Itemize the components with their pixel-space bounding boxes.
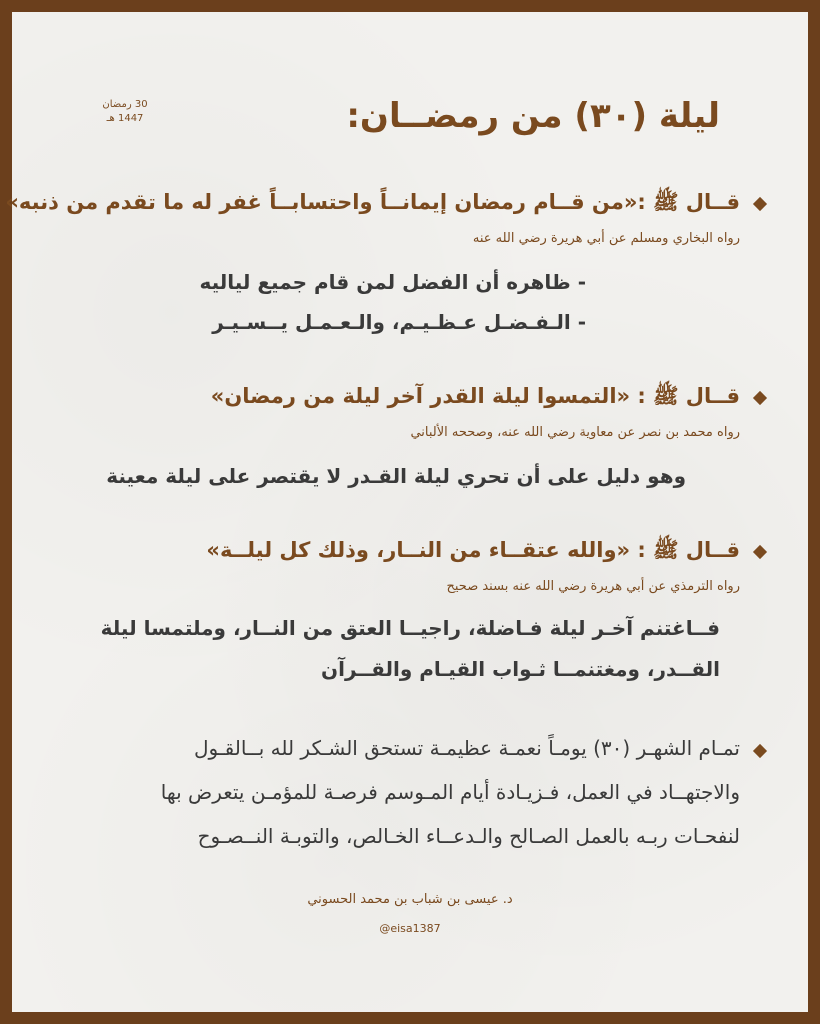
body-4-3: لنفحـات ربـه بالعمل الصـالح والـدعــاء الخـالص، والتوبـة النــصـوح: [197, 824, 740, 848]
hadith-3: قــال ﷺ : «والله عتقــاء من النــار، وذلك كل ليلــة»: [206, 538, 740, 562]
social-handle: @eisa1387: [379, 922, 441, 935]
diamond-bullet-icon: [753, 545, 767, 559]
content-card: [5, 12, 808, 1012]
body-3-2: القــدر، ومغتنمــا ثـواب القيـام والقــرآن: [321, 657, 720, 681]
body-4-2: والاجتهــاد في العمل، فـزيـادة أيام المـوسم فرصـة للمؤمـن يتعرض بها: [160, 780, 740, 804]
point-1-2: - الـفـضـل عـظـيـم، والـعـمـل يــسـيـر: [212, 310, 586, 334]
diamond-bullet-icon: [753, 197, 767, 211]
author-signature: د. عيسى بن شباب بن محمد الحسوني: [307, 892, 513, 907]
narration-1: رواه البخاري ومسلم عن أبي هريرة رضي الله عنه: [472, 231, 740, 246]
body-2: وهو دليل على أن تحري ليلة القـدر لا يقتصر على ليلة معينة: [106, 464, 686, 488]
date-stamp: [90, 98, 160, 126]
date-line-1: 30 رمضان: [102, 99, 148, 110]
hadith-1: قــال ﷺ :«من قــام رمضان إيمانــاً واحتسابــاً غفر له ما تقدم من ذنبه»: [5, 190, 740, 214]
hadith-2: قــال ﷺ : «التمسوا ليلة القدر آخر ليلة من رمضان»: [210, 384, 740, 408]
narration-2: رواه محمد بن نصر عن معاوية رضي الله عنه، وصححه الألباني: [410, 425, 740, 440]
diamond-bullet-icon: [753, 391, 767, 405]
point-1-1: - ظاهره أن الفضل لمن قام جميع لياليه: [199, 270, 586, 294]
body-4-1: تمـام الشهـر (٣٠) يومـاً نعمـة عظيمـة تستحق الشـكر لله بــالقـول: [193, 736, 740, 760]
body-3-1: فــاغتنم آخـر ليلة فـاضلة، راجيــا العتق من النــار، وملتمسا ليلة: [100, 616, 720, 640]
diamond-bullet-icon: [753, 744, 767, 758]
date-line-2: 1447 هـ: [106, 113, 144, 124]
page-title: ليلة (٣٠) من رمضــان:: [346, 96, 720, 136]
narration-3: رواه الترمذي عن أبي هريرة رضي الله عنه بسند صحيح: [446, 579, 740, 594]
